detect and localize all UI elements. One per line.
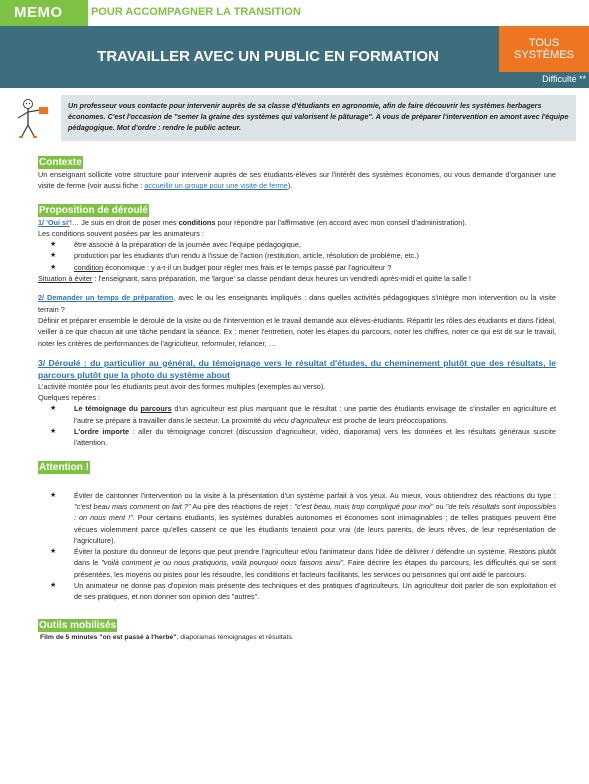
section-heading-attention: Attention ! bbox=[39, 461, 89, 473]
list-item: ★ L'ordre importe : aller du témoignage concret (discussion d'agriculteur, vidéo, diaporama) vers les données et les résultats généraux suscite l'attention. bbox=[74, 426, 556, 449]
stick-figure-icon bbox=[14, 98, 54, 142]
step-2-paragraph: Définir et préparer ensemble le déroulé de la visite ou de l'intervention et le travail demandé aux élèves-étudiants. Répartir les rôles des étudiants et dans l'idéal, veiller à ce que chacun ait une tâche pendant la séance. Ex : mener l'entretien, noter les étapes du parcours, noter les chiffres, noter ce qui est dit sur le travail, noter les critères de performances de l'agriculteur, reformuler, relancer, … bbox=[38, 315, 556, 348]
step-1-line: 1/ 'Oui si'!… Je suis en droit de poser mes conditions pour répondre par l'affirmative (en accord avec mon conseil d'administration). bbox=[38, 217, 467, 227]
contexte-text: Un enseignant sollicite votre structure pour intervenir auprès de ses étudiants-élèves sur l'intérêt des systèmes économes, ou vous demande d'organiser une visite de ferme (voir aussi fiche : accueillir un groupe pour une visite de ferme). bbox=[38, 170, 556, 191]
step-3-title: 3/ Déroulé : du particulier au général, du témoignage vers le résultat d'études, du cheminement plutôt que des résultats, le parcours plutôt que la photo du système about bbox=[38, 357, 556, 380]
section-heading-outils: Outils mobilisés bbox=[39, 619, 117, 631]
list-item: ★ Éviter de cantonner l'intervention ou la visite à la présentation d'un système parfait à vos yeux. Au mieux, vous obtiendrez des réactions du type : "c'est beau mais comment on fait ?" Au pire des réactions de rejet : "c'est beau, mais trop compliqué pour moi" ou "de tels résultats sont impossibles : on nous ment !". Pour certains étudiants, les systèmes durables autonomes et économes sont inimaginables ; de telles pratiques peuvent être vécues violemment parce qu'elles cassent ce que les étudiants tenaient pour vrai (de leurs parents, de leurs rêves, de leur représentation de l'agriculture). bbox=[74, 490, 556, 546]
badge-line-1: TOUS bbox=[528, 37, 560, 49]
page-title: TRAVAILLER AVEC UN PUBLIC EN FORMATION bbox=[97, 48, 439, 65]
step-1-title: 1/ 'Oui si' bbox=[38, 217, 70, 227]
systems-badge bbox=[499, 26, 589, 72]
fiche-link[interactable]: accueillir un groupe pour une visite de ferme bbox=[144, 181, 288, 191]
conditions-intro: Les conditions souvent posées par les animateurs : bbox=[38, 228, 204, 238]
step-2-line: 2/ Demander un temps de préparation, avec le ou les enseignants impliqués : dans quelles activités pédagogiques s'intègre mon intervention ou la visite terrain ? bbox=[38, 293, 556, 314]
outils-text: Film de 5 minutes "on est passé à l'herbe", diaporamas témoignages et résultats. bbox=[40, 633, 294, 641]
top-bar bbox=[0, 0, 589, 26]
conditions-list bbox=[38, 239, 556, 273]
situation-a-eviter: Situation à éviter : l'enseignant, sans préparation, me 'largue' sa classe pendant deux heures un vendredi après-midi et quitte la salle ! bbox=[38, 274, 471, 284]
section-heading-proposition: Proposition de déroulé bbox=[39, 204, 148, 216]
difficulty-label: Difficulté ** bbox=[542, 74, 586, 84]
reperes-list bbox=[38, 403, 556, 448]
list-item: ★ Éviter la posture du donneur de leçons que peut prendre l'agriculteur et/ou l'animateur dans l'idée de délivrer / défendre un système. Restons plutôt dans le "voilà comment je ou nous pratiquons, voilà pourquoi nous faisons ainsi". Faire décrire les étapes du parcours, les difficultés qui se sont présentées, les moyens ou pistes pour les résoudre, les conditions et facteurs facilitants, les services ou personnes qui ont aidé le parcours. bbox=[74, 546, 556, 580]
list-item: ★ Un animateur ne donne pas d'opinion mais présente des techniques et des pratiques d'agriculteurs. Un agriculteur doit parler de son exploitation et de ses pratiques, et non donner son opinion des "autres". bbox=[74, 580, 556, 603]
main-content bbox=[38, 156, 556, 643]
reperes-intro: Quelques repères : bbox=[38, 393, 101, 403]
step-3-note: L'activité montée pour les étudiants peut avoir des formes multiples (exemples au verso). bbox=[38, 381, 326, 391]
list-item: ★ condition économique : y a-t-il un budget pour régler mes frais et le temps passé par l'agriculteur ? bbox=[74, 262, 556, 273]
attention-list bbox=[38, 490, 556, 603]
memo-label: MEMO bbox=[0, 0, 88, 26]
section-heading-contexte: Contexte bbox=[39, 157, 82, 168]
badge-line-2: SYSTÈMES bbox=[514, 49, 574, 61]
list-item: ★ production par les étudiants d'un rendu à l'issue de l'action (restitution, article, résolution de problème, etc.) bbox=[74, 250, 556, 261]
step-2-title: 2/ Demander un temps de préparation bbox=[38, 293, 174, 303]
list-item: ★ Le témoignage du parcours d'un agriculteur est plus marquant que le résultat : une partie des étudiants envisage de s'installer en agriculture et l'autre se prépare à travailler dans le secteur. La proximité du vécu d'agriculteur est proche de leurs préoccupations. bbox=[74, 403, 556, 426]
list-item: ★ être associé à la préparation de la journée avec l'équipe pédagogique, bbox=[74, 239, 556, 250]
tagline: POUR ACCOMPAGNER LA TRANSITION bbox=[88, 0, 589, 26]
intro-box: Un professeur vous contacte pour intervenir auprès de sa classe d'étudiants en agronomie, afin de faire découvrir les systèmes herbagers économes. C'est l'occasion de "semer la graine des systèmes qui valorisent le pâturage". A vous de préparer l'intervention en amont avec l'équipe pédagogique. Mot d'ordre : rendre le public acteur. bbox=[61, 95, 576, 141]
